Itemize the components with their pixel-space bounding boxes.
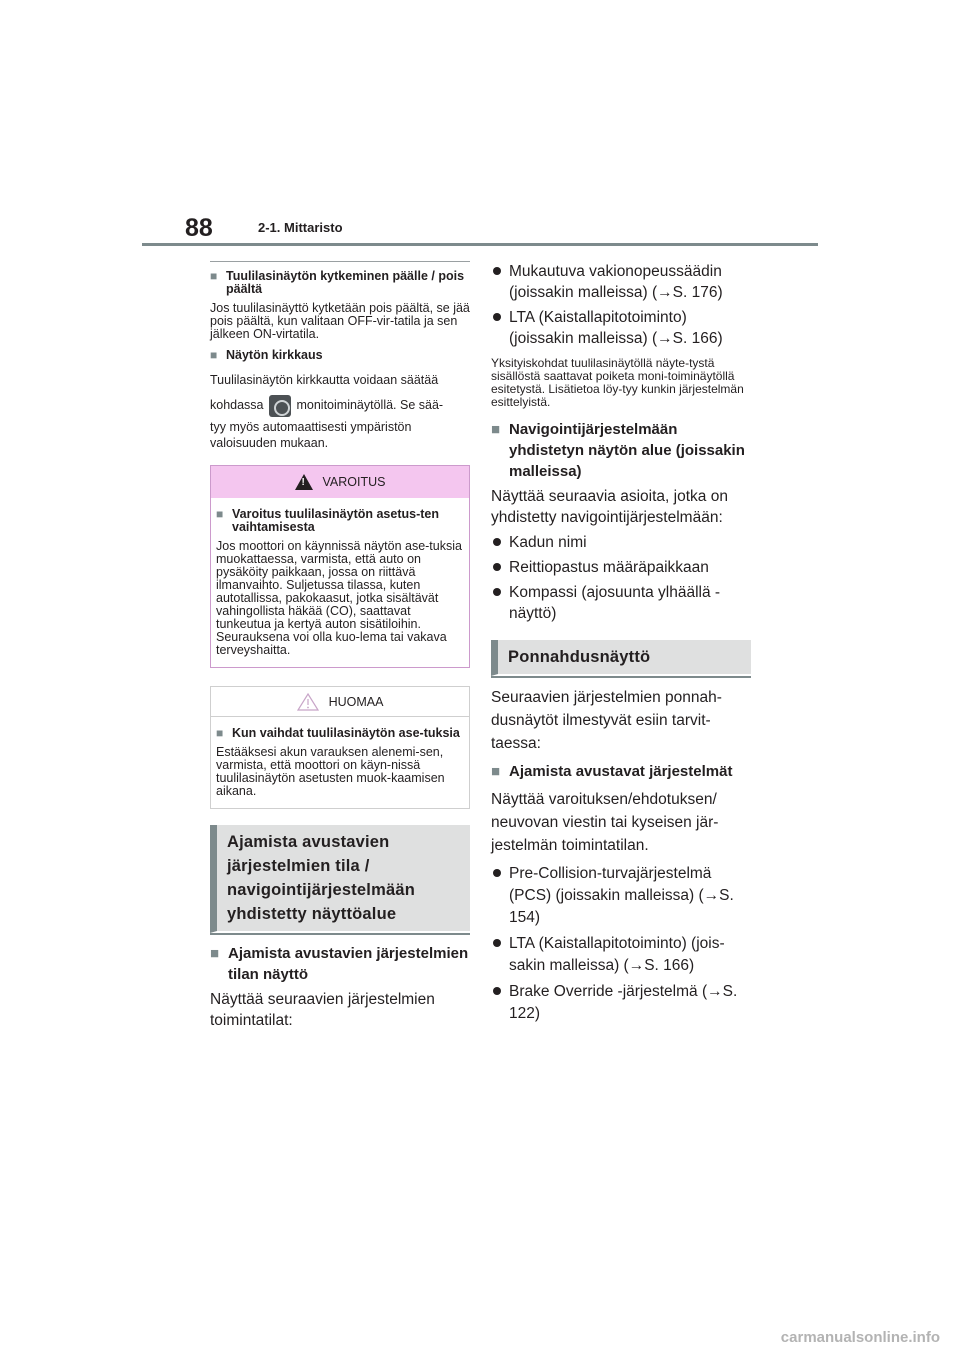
caution-triangle-icon: [297, 693, 319, 711]
list-item: LTA (Kaistallapitotoiminto) (jois-sakin malleissa) (→S. 166): [491, 933, 751, 977]
paragraph-details: Yksityiskohdat tuulilasinäytöllä näyte-tystä sisällöstä saattavat poiketa moni-toiminäytöllä esitetystä. Lisätietoa löy-tyy kunkin järjestelmän esittelyistä.: [491, 356, 744, 409]
list-item: Mukautuva vakionopeussäädin (joissakin malleissa) (→S. 176): [491, 261, 751, 303]
section-heading-popup: Ponnahdusnäyttö: [491, 640, 751, 676]
list-item: Pre-Collision-turvajärjestelmä (PCS) (joissakin malleissa) (→S. 154): [491, 863, 751, 929]
warning-text: Jos moottori on käynnissä näytön ase-tuksia muokattaessa, varmista, että auto on pysäköity paikkaan, jossa on riittävä ilmanvaihto. Suljetussa tilassa, kuten autotallissa, pakokaasut, jotka sisältävät vahingollista häkää (CO), saattavat tunkeutua ja kertyä auton sisätiloihin. Seurauksena voi olla kuo-lema tai vakava terveyshaitta.: [216, 539, 462, 657]
subheading-navigation-area: ■ Navigointijärjestelmään yhdistetyn näytön alue (joissakin malleissa): [491, 421, 745, 480]
notice-header: HUOMAA: [211, 687, 469, 717]
square-bullet-icon: ■: [210, 945, 220, 962]
paragraph-popup-intro: Seuraavien järjestelmien ponnah-dusnäytöt ilmestyvät esiin tarvit-taessa:: [491, 689, 722, 752]
warning-header: ! VAROITUS: [211, 466, 469, 498]
square-bullet-icon: ■: [491, 421, 501, 438]
paragraph-assist-status: Näyttää seuraavien järjestelmien toimintatilat:: [210, 991, 435, 1029]
paragraph-assist-systems: Näyttää varoituksen/ehdotuksen/ neuvovan viestin tai kyseisen jär-jestelmän toimintatilan.: [491, 791, 719, 854]
list-item: LTA (Kaistallapitotoiminto) (joissakin malleissa) (→S. 166): [491, 307, 751, 349]
subheading-assist-systems: ■ Ajamista avustavat järjestelmät: [491, 763, 733, 780]
section-heading-driving-assist: Ajamista avustavien järjestelmien tila / navigointijärjestelmään yhdistetty näyttöalue: [210, 825, 470, 933]
header-rule: [142, 243, 818, 246]
notice-box: [210, 686, 470, 809]
settings-gear-icon: [269, 395, 291, 417]
notice-subheading: ■ Kun vaihdat tuulilasinäytön ase-tuksia: [216, 726, 460, 740]
subheading-brightness: ■ Näytön kirkkaus: [210, 348, 323, 362]
footer-watermark: carmanualsonline.info: [780, 1329, 940, 1346]
list-item: Brake Override -järjestelmä (→S. 122): [491, 981, 751, 1025]
paragraph-hud-on-off: Jos tuulilasinäyttö kytketään pois päältä, se jää pois päältä, kun valitaan OFF-vir-tatila ja sen jälkeen ON-virtatila.: [210, 301, 470, 341]
list-item: Kadun nimi: [491, 532, 751, 553]
subheading-hud-on-off: ■ Tuulilasinäytön kytkeminen päälle / pois päältä: [210, 269, 465, 296]
paragraph-navigation-area: Näyttää seuraavia asioita, jotka on yhdistetty navigointijärjestelmään:: [491, 488, 728, 526]
square-bullet-icon: ■: [216, 726, 224, 740]
square-bullet-icon: ■: [216, 507, 224, 521]
left-column: [210, 261, 470, 1031]
paragraph-brightness: Tuulilasinäytön kirkkautta voidaan säätää kohdassa monitoiminäytöllä. Se sää- tyy myös automaattisesti ympäristön valoisuuden mukaan.: [210, 373, 444, 450]
notice-text: Estääksesi akun varauksen alenemi-sen, varmista, että moottori on käyn-nissä tuulilasinäytön asetusten muok-kaamisen aikana.: [216, 745, 445, 798]
right-column: [491, 261, 751, 1025]
warning-triangle-icon: [295, 474, 313, 490]
subheading-assist-status: ■ Ajamista avustavien järjestelmien tilan näyttö: [210, 945, 469, 983]
square-bullet-icon: ■: [210, 348, 218, 362]
page-number: 88: [185, 214, 213, 242]
warning-subheading: ■ Varoitus tuulilasinäytön asetus-ten vaihtamisesta: [216, 507, 439, 534]
square-bullet-icon: ■: [491, 763, 501, 780]
list-item: Reittiopastus määräpaikkaan: [491, 557, 751, 578]
list-item: Kompassi (ajosuunta ylhäällä -näyttö): [491, 582, 751, 624]
section-title: 2-1. Mittaristo: [258, 220, 343, 235]
square-bullet-icon: ■: [210, 269, 218, 283]
column-top-rule: [210, 261, 470, 262]
warning-box: [210, 465, 470, 668]
